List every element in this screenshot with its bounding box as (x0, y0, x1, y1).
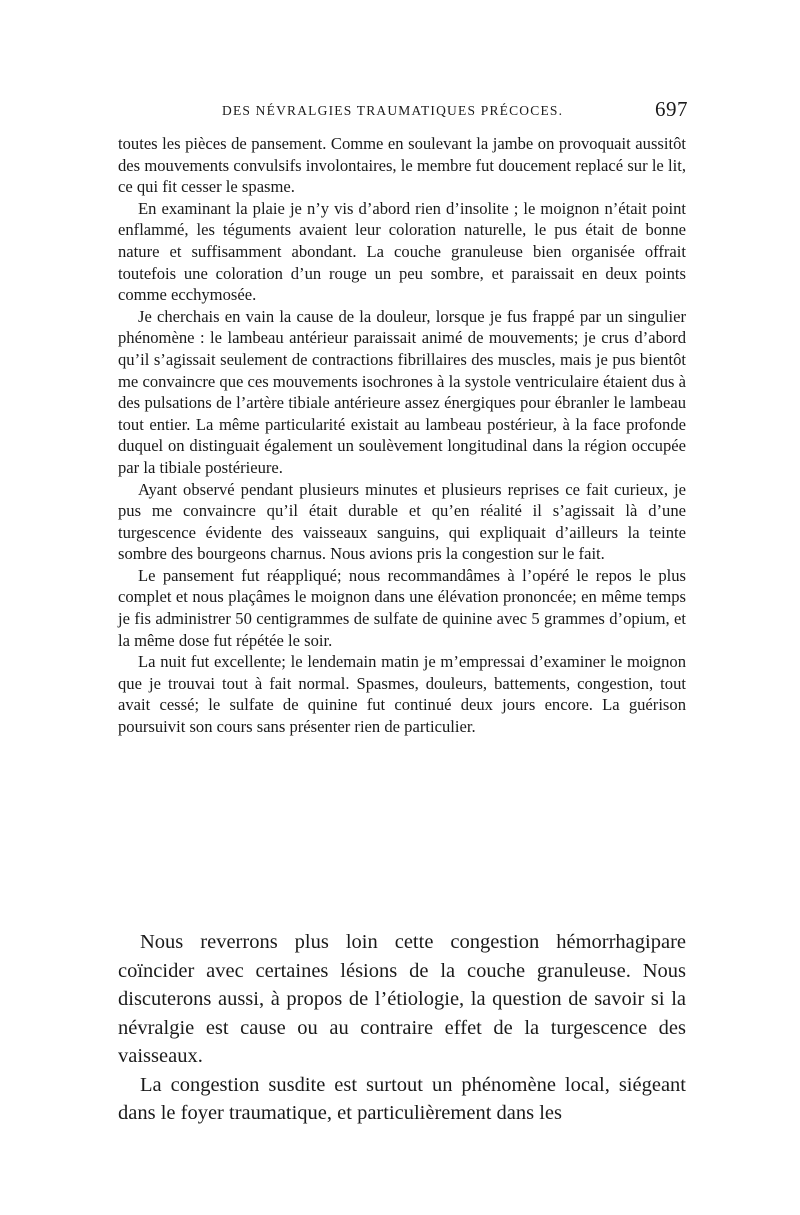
paragraph: Nous reverrons plus loin cette congestion hémorrhagipare coïncider avec certaines lésions de la couche granuleuse. Nous discuterons aussi, à propos de l’étiologie, la question de savoir si la névralgie est cause ou au contraire effet de la turgescence des vaisseaux. (118, 931, 686, 1067)
paragraph: Le pansement fut réappliqué; nous recommandâmes à l’opéré le repos le plus complet et nous plaçâmes le moignon dans une élévation prononcée; en même temps je fis administrer 50 centigrammes de sulfate de quinine avec 5 grammes d’opium, et la même dose fut répétée le soir. (118, 565, 686, 650)
paragraph: Je cherchais en vain la cause de la douleur, lorsque je fus frappé par un singulier phénomène : le lambeau antérieur paraissait animé de mouvements; je crus d’abord qu’il s’agissait seulement de contractions fibrillaires des muscles, mais je pus bientôt me convaincre que ces mouvements isochrones à la systole ventriculaire étaient dus à des pulsations de l’artère tibiale antérieure assez énergiques pour ébranler le lambeau tout entier. La même particularité existait au lambeau postérieur, à la face profonde duquel on distinguait également un soulèvement longitudinal dans la région occupée par la tibiale postérieure. (118, 306, 686, 477)
paragraph: toutes les pièces de pansement. Comme en soulevant la jambe on provoquait aussitôt des mouvements convulsifs involontaires, le membre fut doucement replacé sur le lit, ce qui fit cesser le spasme. (118, 134, 686, 197)
paragraph: La nuit fut excellente; le lendemain matin je m’empressai d’examiner le moignon que je trouvai tout à fait normal. Spasmes, douleurs, battements, congestion, tout avait cessé; le sulfate de quinine fut continué deux jours encore. La guérison poursuivit son cours sans présenter rien de particulier. (118, 652, 686, 737)
running-header (118, 97, 688, 125)
page-number: 697 (655, 97, 688, 121)
main-text (118, 928, 686, 1128)
running-title: DES NÉVRALGIES TRAUMATIQUES PRÉCOCES. (222, 103, 564, 118)
paragraph: La congestion susdite est surtout un phénomène local, siégeant dans le foyer traumatique, et particulièrement dans les (118, 1073, 686, 1124)
paragraph: Ayant observé pendant plusieurs minutes et plusieurs reprises ce fait curieux, je pus me convaincre qu’il était durable et qu’en réalité il s’agissait là d’une turgescence évidente des vaisseaux sanguins, qui expliquait d’ailleurs la teinte sombre des bourgeons charnus. Nous avions pris la congestion sur le fait. (118, 479, 686, 564)
observation-text (118, 133, 686, 738)
paragraph: En examinant la plaie je n’y vis d’abord rien d’insolite ; le moignon n’était point enflammé, les téguments avaient leur coloration naturelle, le pus était de bonne nature et suffisamment abondant. La couche granuleuse bien organisée offrait toutefois une coloration d’un rouge un peu sombre, et paraissait en deux points comme ecchymosée. (118, 198, 686, 305)
